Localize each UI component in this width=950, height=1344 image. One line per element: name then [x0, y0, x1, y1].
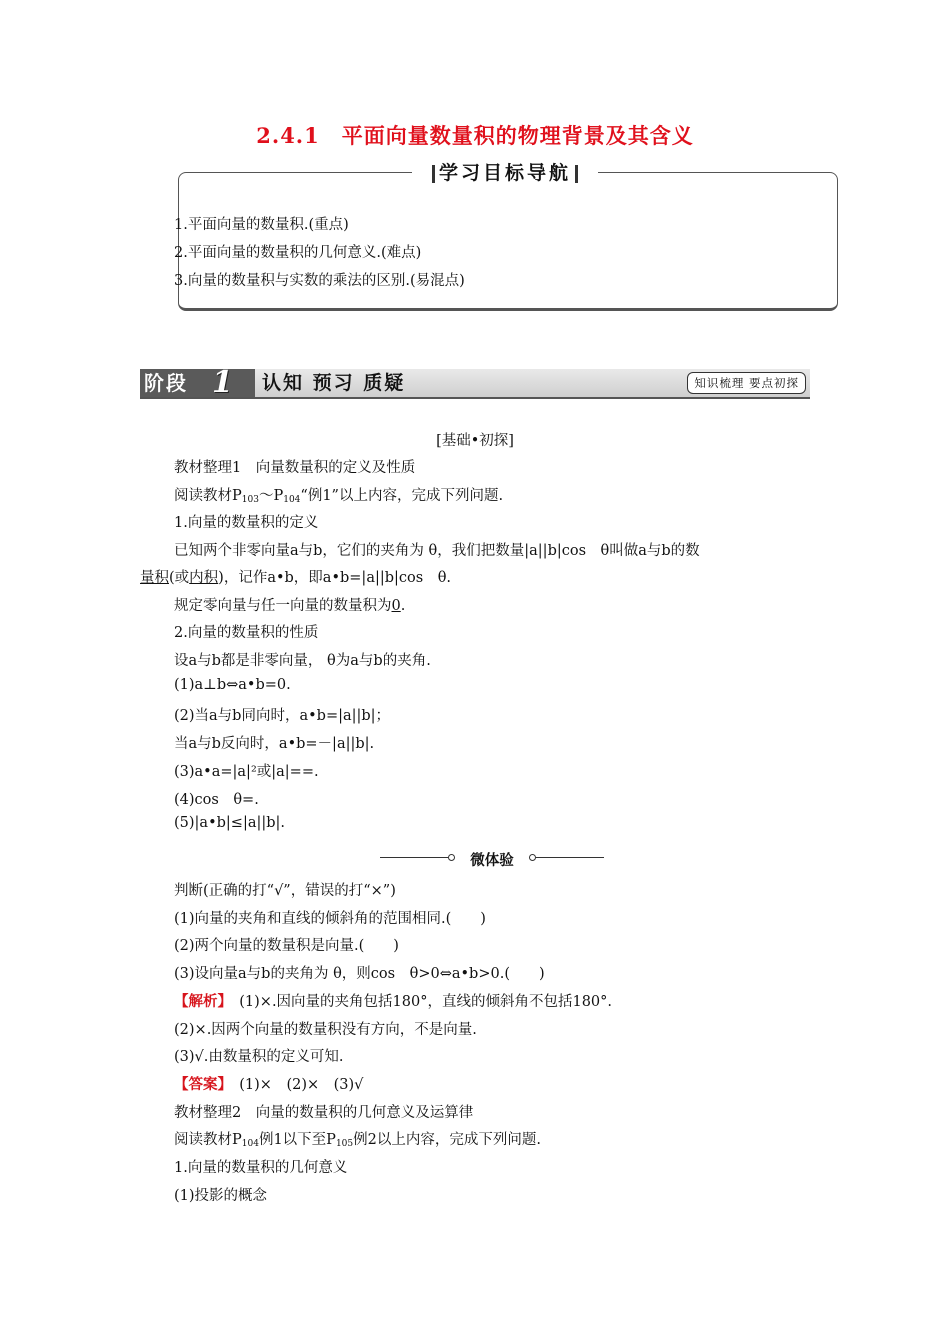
- text-line: 阅读教材$P_{103}\sim P_{104}“$例1”以上内容，完成下列问题.: [174, 488, 504, 505]
- text-line: 1.向量的数量积的几何意义: [174, 1160, 348, 1176]
- stage-label: 阶段: [140, 369, 255, 397]
- text-line: 2.向量的数量积的性质: [174, 625, 319, 641]
- section-tag: [基础•初探]: [436, 433, 514, 449]
- text-line: (3)设向量a与b的夹角为 θ，则cos θ>0⇔a•b>0.( ): [174, 966, 545, 982]
- text-line: 教材整理2 向量的数量积的几何意义及运算律: [174, 1105, 474, 1121]
- analysis-label: 【解析】: [174, 993, 225, 1010]
- text-line: 设a与b都是非零向量， θ为a与b的夹角.: [174, 653, 431, 669]
- learning-goals-header: [412, 158, 598, 186]
- header-bar-right: [575, 165, 578, 183]
- text-line: (5)|a•b|≤|a||b|.: [174, 815, 286, 831]
- text-line: (4)cos θ=.: [174, 792, 259, 808]
- stage-banner: [140, 365, 810, 400]
- text-line: 教材整理1 向量数量积的定义及性质: [174, 460, 416, 476]
- goal-item: 3.向量的数量积与实数的乘法的区别.(易混点): [174, 273, 465, 289]
- text-line: 已知两个非零向量a与b，它们的夹角为 θ，我们把数量|a||b|cos θ叫做a与b的数: [174, 543, 700, 559]
- stage-tag: 知识梳理 要点初探: [687, 372, 806, 394]
- page-title: 2.4.1 平面向量数量积的物理背景及其含义: [256, 123, 694, 148]
- mini-experience-divider: [380, 849, 604, 867]
- text-line: (2)当a与b同向时，a•b=|a||b|；: [174, 708, 391, 724]
- stage-number: 1: [212, 365, 233, 400]
- text-line: (3)a•a=|a|²或|a|==.: [174, 764, 319, 780]
- goal-item: 1.平面向量的数量积.(重点): [174, 217, 349, 233]
- text-line: (2)×.因两个向量的数量积没有方向，不是向量.: [174, 1022, 477, 1038]
- text-line: 【解析】 (1)×.因向量的夹角包括180°，直线的倾斜角不包括180°.: [174, 993, 613, 1010]
- text-line: 【答案】 (1)× (2)× (3)√: [174, 1076, 364, 1093]
- text-line: (2)两个向量的数量积是向量.( ): [174, 938, 399, 954]
- goal-item: 2.平面向量的数量积的几何意义.(难点): [174, 245, 422, 261]
- divider-line-left: [380, 857, 448, 858]
- text-line: (1)a⊥b⇔a•b=0.: [174, 677, 291, 693]
- text-line: (1)向量的夹角和直线的倾斜角的范围相同.( ): [174, 911, 486, 927]
- text-line: 当a与b反向时，a•b=－|a||b|.: [174, 736, 375, 752]
- text-line: 判断(正确的打“√”，错误的打“×”): [174, 883, 396, 899]
- text-line: (3)√.由数量积的定义可知.: [174, 1049, 344, 1065]
- header-bar-left: [432, 165, 435, 183]
- divider-line-right: [536, 857, 604, 858]
- text-line: 量积(或内积)，记作a•b，即a•b=|a||b|cos θ.: [140, 570, 452, 586]
- text-line: 1.向量的数量积的定义: [174, 515, 319, 531]
- stage-title: 认知 预习 质疑: [262, 372, 406, 394]
- text-line: (1)投影的概念: [174, 1188, 268, 1204]
- text-line: 阅读教材$P_{104}$例1以下至$P_{105}$例2以上内容，完成下列问题.: [174, 1132, 541, 1149]
- text-line: 规定零向量与任一向量的数量积为0.: [174, 598, 406, 614]
- learning-goals-title: 学习目标导航: [438, 162, 571, 184]
- mini-experience-title: 微体验: [470, 852, 514, 869]
- answer-label: 【答案】: [174, 1076, 225, 1093]
